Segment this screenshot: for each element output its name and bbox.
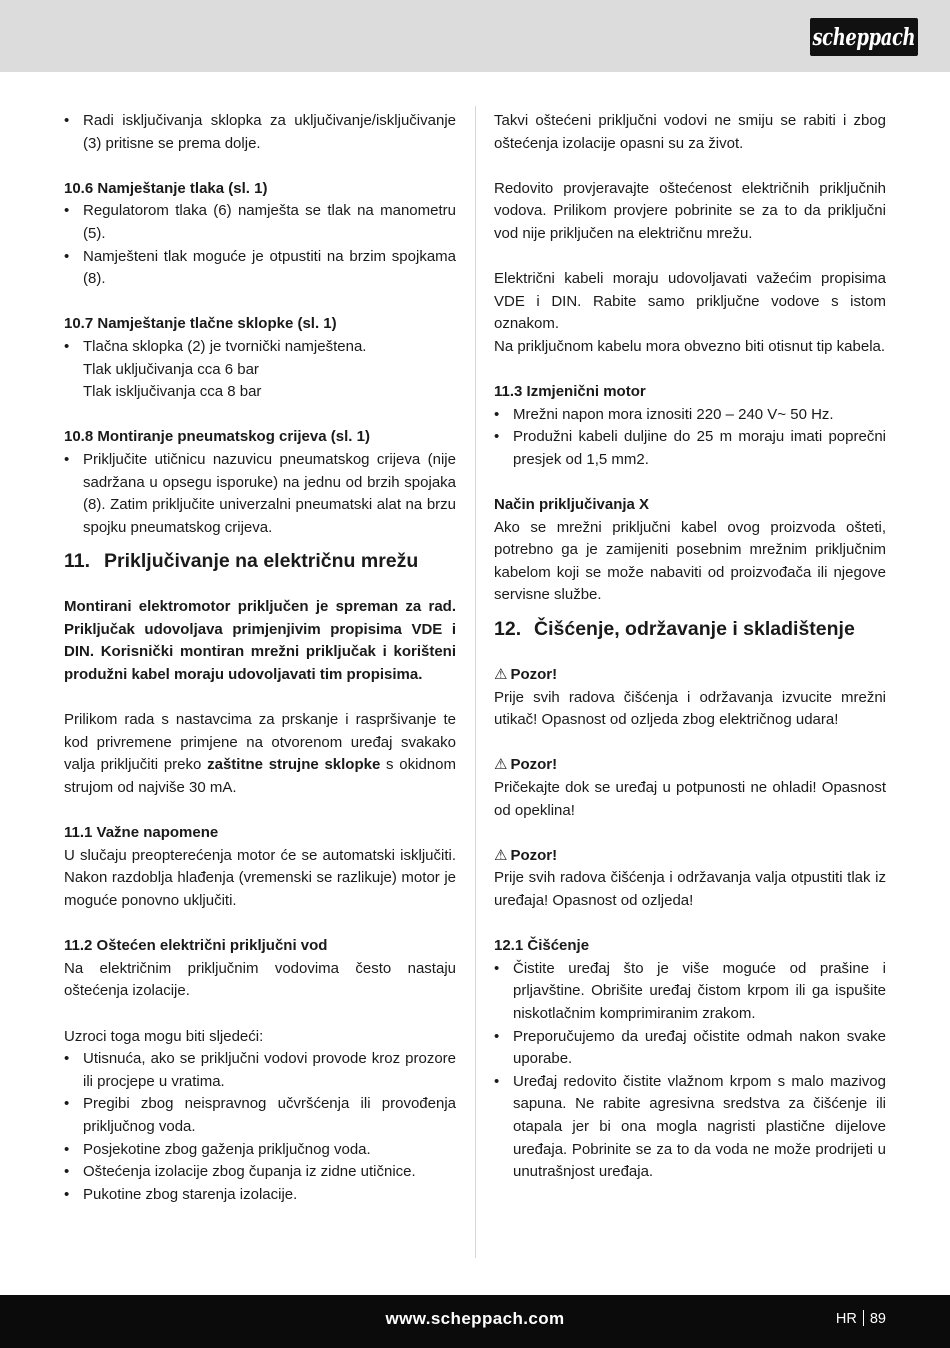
paragraph: Ako se mrežni priključni kabel ovog proizvoda ošteti, potrebno ga je zamijeniti posebnim mrežnim priključnim kabelom koji se može nabaviti od proizvođača ili njegove servisne službe.	[494, 518, 886, 604]
rcd-paragraph: Prilikom rada s nastavcima za prskanje i raspršivanje te kod privremene primjene na otvorenom uređaj svakako valja priključiti preko zaštitne strujne sklopke s okidnom strujom od najviše 30 mA.	[64, 711, 456, 797]
causes-list	[64, 1048, 456, 1206]
bold-paragraph: Montirani elektromotor priključen je spreman za rad. Priključak udovoljava primjenjivim propisima VDE i DIN. Korisnički montiran mrežni priključak i korišteni produžni kabel moraju udovoljavati tim propisima.	[64, 598, 456, 684]
header-bar	[0, 0, 950, 72]
warning-triangle-icon: ⚠	[494, 666, 508, 684]
paragraph: Električni kabeli moraju udovoljavati važećim propisima VDE i DIN. Rabite samo priključne vodove s istom oznakom.	[494, 270, 886, 333]
warning-label: ⚠ Pozor!	[494, 664, 886, 687]
warning-text: Pričekajte dok se uređaj u potpunosti ne ohladi! Opasnost od opeklina!	[494, 779, 886, 819]
page-number: HR 89	[835, 1311, 886, 1327]
list-item: • Pregibi zbog neispravnog učvršćenja ili provođenja priključnog voda.	[64, 1093, 456, 1138]
list-item: • Mrežni napon mora iznositi 220 – 240 V~ 50 Hz.	[494, 404, 886, 427]
website-link[interactable]: www.scheppach.com	[385, 1309, 565, 1328]
warning-triangle-icon: ⚠	[494, 846, 508, 864]
list-item: • Radi isključivanja sklopka za uključivanje/isključivanje (3) pritisne se prema dolje.	[64, 110, 456, 155]
left-column	[64, 110, 456, 1206]
scheppach-logo: scheppach	[810, 18, 918, 56]
list-item: • Produžni kabeli duljine do 25 m moraju imati poprečni presjek od 1,5 mm2.	[494, 426, 886, 471]
paragraph: Redovito provjeravajte oštećenost električnih priključnih vodova. Prilikom provjere pobrinite se za to da priključni vod nije priključen na električnu mrežu.	[494, 179, 886, 242]
list-item: • Priključite utičnicu nazuvicu pneumatskog crijeva (nije sadržana u opsegu isporuke) na jednu od brzih spojaka (8). Zatim priključite univerzalni pneumatski alat na brzu spojku pneumatskog crijeva.	[64, 449, 456, 539]
list-item: • Oštećenja izolacije zbog čupanja iz zidne utičnice.	[64, 1161, 456, 1184]
bullet-list	[64, 449, 456, 539]
list-item: • Posjekotine zbog gaženja priključnog voda.	[64, 1139, 456, 1162]
warning-label: ⚠ Pozor!	[494, 754, 886, 777]
connection-type-heading: Način priključivanja X	[494, 496, 650, 514]
list-item: • Utisnuća, ako se priključni vodovi provode kroz prozore ili procjepe u vratima.	[64, 1048, 456, 1093]
warning-text: Prije svih radova čišćenja i održavanja valja otpustiti tlak iz uređaja! Opasnost od ozljeda!	[494, 869, 886, 909]
paragraph: Takvi oštećeni priključni vodovi ne smiju se rabiti i zbog oštećenja izolacije opasni su za život.	[494, 112, 886, 152]
list-item: • Preporučujemo da uređaj očistite odmah nakon svake uporabe.	[494, 1026, 886, 1071]
pressure-on-line: Tlak uključivanja cca 6 bar	[83, 360, 259, 378]
paragraph: U slučaju preopterećenja motor će se automatski isključiti. Nakon razdoblja hlađenja (vremenski se razlikuje) motor je moguće ponovno uključiti.	[64, 846, 456, 909]
section-heading-10-7: 10.7 Namještanje tlačne sklopke (sl. 1)	[64, 315, 337, 333]
section-heading-10-6: 10.6 Namještanje tlaka (sl. 1)	[64, 179, 268, 197]
list-item: • Čistite uređaj što je više moguće od prašine i prljavštine. Obrišite uređaj čistom krpom ili ga ispušite niskotlačnim komprimiranim zrakom.	[494, 958, 886, 1026]
footer-bar	[0, 1295, 950, 1348]
section-heading-11-1: 11.1 Važne napomene	[64, 824, 219, 842]
list-item: • Namješteni tlak moguće je otpustiti na brzim spojkama (8).	[64, 246, 456, 291]
pressure-off-line: Tlak isključivanja cca 8 bar	[83, 383, 262, 401]
bullet-list	[64, 336, 456, 359]
right-column	[494, 110, 886, 1184]
paragraph: Na priključnom kabelu mora obvezno biti otisnut tip kabela.	[494, 337, 886, 355]
list-item: • Pukotine zbog starenja izolacije.	[64, 1184, 456, 1207]
warning-triangle-icon: ⚠	[494, 756, 508, 774]
column-divider	[475, 106, 476, 1258]
list-item: • Tlačna sklopka (2) je tvornički namještena.	[64, 336, 456, 359]
section-heading-11-3: 11.3 Izmjenični motor	[494, 383, 646, 401]
warning-text: Prije svih radova čišćenja i održavanja izvucite mrežni utikač! Opasnost od ozljeda zbog električnog udara!	[494, 688, 886, 729]
bullet-list	[64, 110, 456, 155]
causes-intro: Uzroci toga mogu biti sljedeći:	[64, 1027, 264, 1045]
bullet-list	[494, 404, 886, 472]
section-heading-10-8: 10.8 Montiranje pneumatskog crijeva (sl. 1)	[64, 428, 370, 446]
cleaning-list	[494, 958, 886, 1184]
chapter-heading-12: 12. Čišćenje, održavanje i skladištenje	[494, 618, 855, 641]
paragraph: Na električnim priključnim vodovima često nastaju oštećenja izolacije.	[64, 959, 456, 1000]
section-heading-12-1: 12.1 Čišćenje	[494, 937, 590, 955]
bullet-list	[64, 200, 456, 290]
chapter-heading-11: 11. Priključivanje na električnu mrežu	[64, 550, 419, 573]
warning-label: ⚠ Pozor!	[494, 845, 886, 868]
list-item: • Regulatorom tlaka (6) namješta se tlak na manometru (5).	[64, 200, 456, 245]
list-item: • Uređaj redovito čistite vlažnom krpom s malo mazivog sapuna. Ne rabite agresivna sredstva za čišćenje ili otapala jer bi ona mogla nagristi plastične dijelove uređaja. Pobrinite se za to da voda ne može prodrijeti u unutrašnjost uređaja.	[494, 1071, 886, 1184]
section-heading-11-2: 11.2 Oštećen električni priključni vod	[64, 937, 328, 955]
